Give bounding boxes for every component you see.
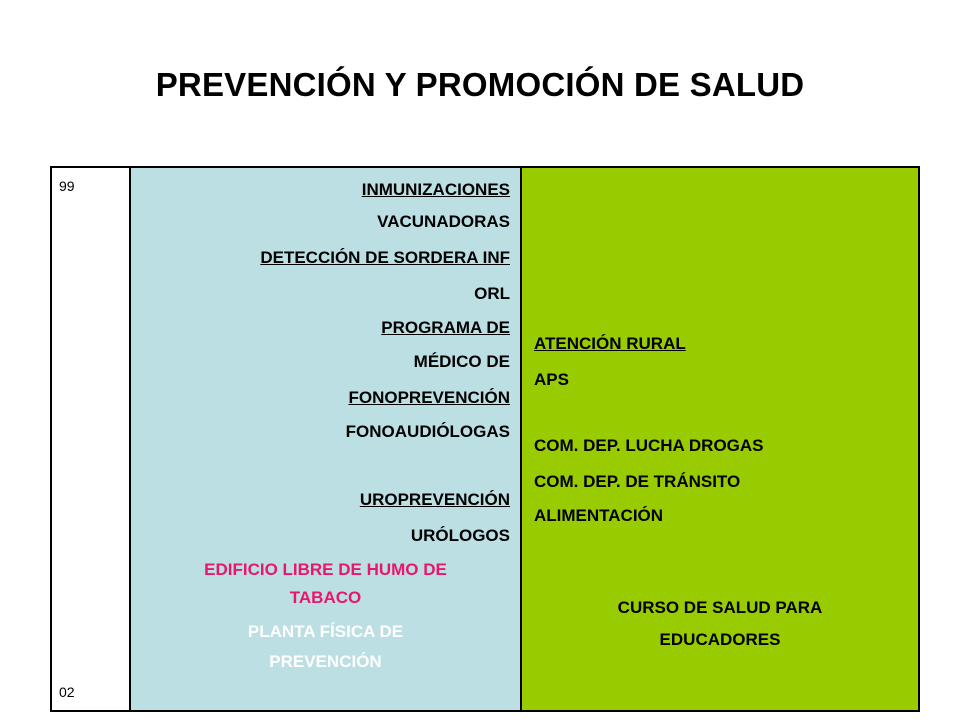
item-deteccion-sordera: DETECCIÓN DE SORDERA INF (260, 248, 510, 267)
smoke-free-line2: TABACO (289, 588, 362, 607)
year-column (52, 168, 131, 710)
item-fonoaudiologas: FONOAUDIÓLOGAS (345, 422, 510, 441)
item-orl: ORL (474, 284, 510, 303)
physical-plant-line2: PREVENCIÓN (269, 652, 382, 671)
course-line1: CURSO DE SALUD PARA (617, 598, 823, 617)
programs-column (131, 168, 522, 710)
year-end: 02 (59, 684, 75, 700)
item-vacunadoras: VACUNADORAS (377, 212, 510, 231)
physical-plant-line1: PLANTA FÍSICA DE (247, 622, 404, 641)
item-inmunizaciones: INMUNIZACIONES (361, 180, 510, 199)
smoke-free-line1: EDIFICIO LIBRE DE HUMO DE (204, 560, 447, 579)
content-table (50, 166, 920, 712)
item-urologos: URÓLOGOS (410, 526, 510, 545)
item-lucha-drogas: COM. DEP. LUCHA DROGAS (534, 436, 764, 455)
item-fonoprevencion: FONOPREVENCIÓN (348, 388, 510, 407)
item-alimentacion: ALIMENTACIÓN (534, 506, 664, 525)
year-start: 99 (59, 178, 75, 194)
item-aps: APS (534, 370, 569, 389)
course-line2: EDUCADORES (659, 630, 781, 649)
item-transito: COM. DEP. DE TRÁNSITO (534, 472, 741, 491)
page-title: PREVENCIÓN Y PROMOCIÓN DE SALUD (155, 66, 805, 103)
item-programa-de: PROGRAMA DE (381, 318, 510, 337)
item-uroprevencion: UROPREVENCIÓN (359, 490, 510, 509)
rural-column (522, 168, 918, 710)
item-atencion-rural: ATENCIÓN RURAL (534, 334, 686, 353)
item-medico-de: MÉDICO DE (413, 352, 510, 371)
